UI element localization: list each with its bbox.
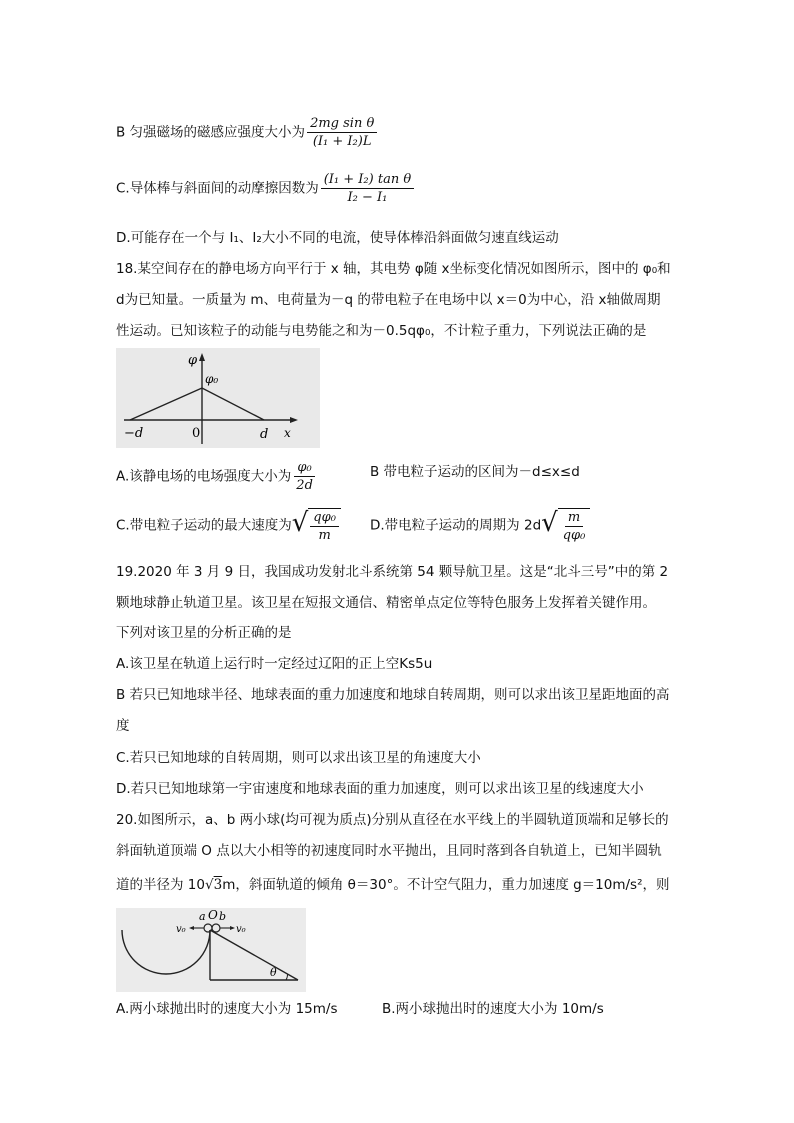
q18-stem-2: d为已知量。一质量为 m、电荷量为－q 的带电粒子在电场中以 x＝0为中心，沿 x轴做周期	[116, 292, 661, 308]
q19-stem-3: 下列对该卫星的分析正确的是	[116, 625, 292, 641]
square-root: √ $\frac{\text{qφ₀}}{m}$	[292, 508, 341, 543]
projectile-figure	[116, 908, 306, 992]
neg-d-label: −d	[124, 426, 144, 441]
numerator: 2mg sin θ	[307, 116, 377, 133]
label-b: b	[219, 910, 227, 923]
q20-stem-1: 20.如图所示，a、b 两小球(均可视为质点)分别从直径在水平线上的半圆轨道顶端和足够长的	[116, 812, 669, 828]
q19-stem-1: 19.2020 年 3 月 9 日，我国成功发射北斗系统第 54 颗导航卫星。这是“北斗三号”中的第 2	[116, 564, 669, 580]
radicand: 3	[213, 877, 223, 893]
numerator: qφ₀	[310, 510, 339, 527]
option-text: C.带电粒子运动的最大速度为	[116, 517, 292, 534]
q19-option-b-2: 度	[116, 718, 130, 734]
fraction	[307, 116, 377, 149]
q18-option-c	[116, 508, 341, 543]
q20-stem-3	[116, 876, 670, 894]
option-b-magnetic-field	[116, 116, 379, 149]
denominator: 2d	[296, 478, 313, 493]
option-text: C.导体棒与斜面间的动摩擦因数为	[116, 180, 319, 197]
label-a: a	[199, 910, 206, 923]
q20-option-b: B.两小球抛出时的速度大小为 10m/s	[382, 1001, 604, 1017]
text-part: 道的半径为 10	[116, 877, 205, 893]
numerator: φ₀	[294, 460, 314, 477]
denominator: qφ₀	[562, 528, 586, 543]
denominator: m	[318, 528, 331, 543]
potential-graph-figure	[116, 348, 320, 448]
q20-option-a: A.两小球抛出时的速度大小为 15m/s	[116, 1001, 338, 1017]
q19-option-b-1: B 若只已知地球半径、地球表面的重力加速度和地球自转周期，则可以求出该卫星距地面的高	[116, 687, 670, 703]
fraction	[293, 460, 316, 493]
phi0-label: φ₀	[205, 372, 219, 386]
text-part: m，斜面轨道的倾角 θ＝30°。不计空气阻力，重力加速度 g＝10m/s²，则	[222, 877, 670, 893]
numerator: m	[565, 510, 583, 527]
x-label: x	[284, 426, 291, 440]
q18-option-a	[116, 460, 318, 493]
q19-option-a: A.该卫星在轨道上运行时一定经过辽阳的正上空Ks5u	[116, 656, 433, 672]
fraction	[310, 510, 339, 543]
label-o: O	[208, 908, 218, 922]
denominator: I₂ − I₁	[347, 190, 388, 205]
label-theta: θ	[270, 966, 277, 979]
q20-stem-2: 斜面轨道顶端 O 点以大小相等的初速度同时水平抛出，且同时落到各自轨道上，已知半圆轨	[116, 843, 662, 859]
d-label: d	[260, 427, 269, 442]
q19-option-c: C.若只已知地球的自转周期，则可以求出该卫星的角速度大小	[116, 750, 481, 766]
q18-stem-3: 性运动。已知该粒子的动能与电势能之和为－0.5qφ₀，不计粒子重力，下列说法正确的是	[116, 323, 647, 339]
label-v0-left: v₀	[176, 924, 186, 935]
phi-label: φ	[188, 353, 198, 368]
q18-option-b: B 带电粒子运动的区间为－d≤x≤d	[370, 464, 580, 480]
fraction	[321, 172, 414, 205]
option-text: B 匀强磁场的磁感应强度大小为	[116, 124, 306, 141]
label-v0-right: v₀	[236, 924, 246, 935]
square-root: √ $\frac{m}{\text{qφ₀}}$	[541, 508, 590, 543]
sqrt-3: √3	[204, 877, 223, 893]
option-d-current: D.可能存在一个与 I₁、I₂大小不同的电流，使导体棒沿斜面做匀速直线运动	[116, 230, 559, 246]
q18-stem-1: 18.某空间存在的静电场方向平行于 x 轴，其电势 φ随 x坐标变化情况如图所示，图中的 φ₀和	[116, 261, 671, 277]
denominator: (I₁ + I₂)L	[312, 134, 372, 149]
fraction	[560, 510, 589, 543]
option-text: D.带电粒子运动的周期为 2d	[370, 517, 542, 534]
option-c-friction	[116, 172, 416, 205]
q19-stem-2: 颗地球静止轨道卫星。该卫星在短报文通信、精密单点定位等特色服务上发挥着关键作用。	[116, 595, 656, 611]
q18-option-d	[370, 508, 590, 543]
option-text: A.该静电场的电场强度大小为	[116, 468, 292, 485]
q19-option-d: D.若只已知地球第一宇宙速度和地球表面的重力加速度，则可以求出该卫星的线速度大小	[116, 781, 644, 797]
numerator: (I₁ + I₂) tan θ	[321, 172, 414, 189]
origin-label: 0	[192, 426, 201, 441]
